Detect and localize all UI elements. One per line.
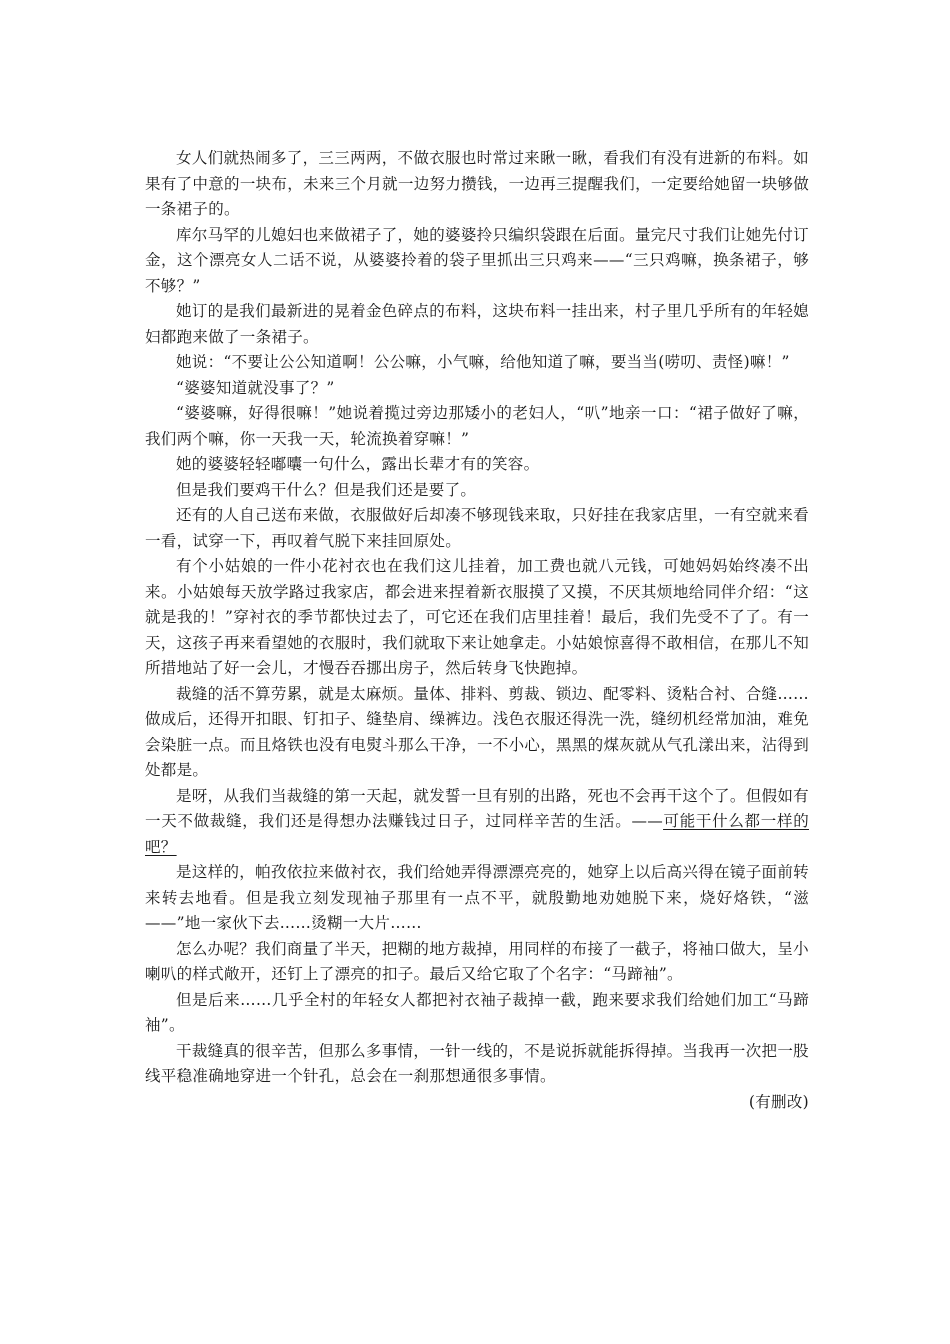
paragraph: “婆婆知道就没事了？” (176, 378, 335, 397)
paragraph: 有个小姑娘的一件小花衬衣也在我们这儿挂着，加工费也就八元钱，可她妈妈始终凑不出来。小姑娘每天放学路过我家店，都会进来捏着新衣服摸了又摸，不厌其烦地给同伴介绍：“这就是我的！”穿衬衣的季节都快过去了，可它还在我们店里挂着！最后，我们先受不了了。有一天，这孩子再来看望她的衣服时，我们就取下来让她拿走。小姑娘惊喜得不敢相信，在那儿不知所措地站了好一会儿，才慢吞吞挪出房子，然后转身飞快跑掉。 (145, 557, 809, 677)
paragraph: 还有的人自己送布来做，衣服做好后却凑不够现钱来取，只好挂在我家店里，一有空就来看一看，试穿一下，再叹着气脱下来挂回原处。 (145, 506, 809, 550)
paragraph-with-underline (145, 784, 809, 861)
paragraph: 她说：“不要让公公知道啊！公公嘛，小气嘛，给他知道了嘛，要当当(唠叨、责怪)嘛！” (176, 353, 790, 371)
paragraph: 女人们就热闹多了，三三两两，不做衣服也时常过来瞅一瞅，看我们有没有进新的布料。如果有了中意的一块布，未来三个月就一边努力攒钱，一边再三提醒我们，一定要给她留一块够做一条裙子的。 (145, 149, 809, 218)
paragraph: 裁缝的活不算劳累，就是太麻烦。量体、排料、剪裁、锁边、配零料、烫粘合衬、合缝……做成后，还得开扣眼、钉扣子、缝垫肩、缲裤边。浅色衣服还得洗一洗，缝纫机经常加油，难免会染脏一点。而且烙铁也没有电熨斗那么干净，一不小心，黑黑的煤灰就从气孔漾出来，沾得到处都是。 (145, 684, 809, 779)
paragraph: 库尔马罕的儿媳妇也来做裙子了，她的婆婆拎只编织袋跟在后面。量完尺寸我们让她先付订金，这个漂亮女人二话不说，从婆婆拎着的袋子里抓出三只鸡来——“三只鸡嘛，换条裙子，够不够？” (145, 225, 809, 295)
paragraph: 她的婆婆轻轻嘟囔一句什么，露出长辈才有的笑容。 (176, 455, 540, 473)
paragraph: 但是后来……几乎全村的年轻女人都把衬衣袖子裁掉一截，跑来要求我们给她们加工“马蹄袖”。 (145, 990, 809, 1034)
underlined-sentence: 可能干什么都一样的吧？ (145, 812, 809, 856)
paragraph: 她订的是我们最新进的晃着金色碎点的布料，这块布料一挂出来，村子里几乎所有的年轻媳妇都跑来做了一条裙子。 (145, 302, 809, 346)
edit-note: (有删改) (748, 1092, 809, 1111)
article-body (145, 146, 809, 1115)
paragraph: “婆婆嘛，好得很嘛！”她说着揽过旁边那矮小的老妇人，“叭”地亲一口：“裙子做好了嘛，我们两个嘛，你一天我一天，轮流换着穿嘛！” (145, 404, 809, 448)
paragraph: 但是我们要鸡干什么？但是我们还是要了。 (176, 480, 477, 499)
paragraph: 干裁缝真的很辛苦，但那么多事情，一针一线的，不是说拆就能拆得掉。当我再一次把一股线平稳准确地穿进一个针孔，总会在一刹那想通很多事情。 (145, 1041, 809, 1085)
paragraph: 怎么办呢？我们商量了半天，把糊的地方裁掉，用同样的布接了一截子，将袖口做大，呈小喇叭的样式敞开，还钉上了漂亮的扣子。最后又给它取了个名字：“马蹄袖”。 (145, 939, 809, 983)
paragraph-text: 是呀，从我们当裁缝的第一天起，就发誓一旦有别的出路，死也不会再干这个了。但假如有一天不做裁缝，我们还是得想办法赚钱过日子，过同样辛苦的生活。—— (145, 786, 809, 830)
paragraph: 是这样的，帕孜依拉来做衬衣，我们给她弄得漂漂亮亮的，她穿上以后高兴得在镜子面前转来转去地看。但是我立刻发现袖子那里有一点不平，就殷勤地劝她脱下来，烧好烙铁，“滋——”地一家伙下去……烫糊一大片…… (145, 863, 809, 932)
